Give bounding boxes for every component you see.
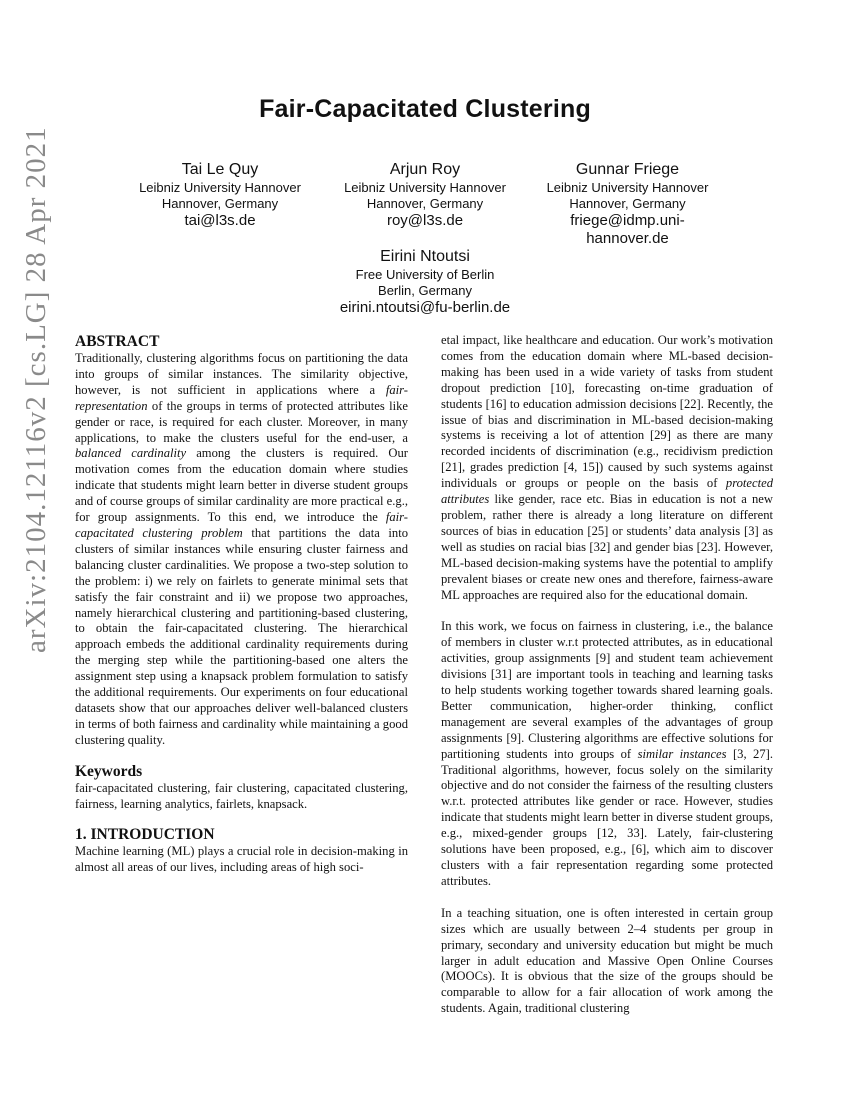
introduction-paragraph-continued: etal impact, like healthcare and education. Our work’s motivation comes from the education domain where ML-based decision-making has been used in a wide variety of tasks from student dropout prediction [10], forecasting on-time graduation of students [16] to education admission decisions [22]. Recently, the issue of bias and discrimination in ML-based decision-making systems is receiving a lot of attention [29] as there are many recorded incidents of discrimination (e.g., recidivism prediction [21], grades prediction [4, 15]) caused by such systems against individuals or groups or people on the basis of protected attributes like gender, race etc. Bias in education is not a new problem, rather there is already a long literature on different sources of bias in education [25] or students’ data analysis [3] as well as studies on racial bias [32] and gender bias [23]. However, ML-based decision-making systems have the potential to amplify prevalent biases or create new ones and therefore, fairness-aware ML approaches are required also for the educational domain. bbox=[441, 333, 773, 602]
keywords-text: fair-capacitated clustering, fair clustering, capacitated clustering, fairness, learning analytics, fairlets, knapsack. bbox=[75, 780, 408, 811]
author-location: Berlin, Germany bbox=[378, 283, 472, 298]
introduction-heading: 1. INTRODUCTION bbox=[75, 826, 215, 844]
introduction-paragraph-start: Machine learning (ML) plays a crucial role in decision-making in almost all areas of our lives, including areas of high soci- bbox=[75, 844, 408, 875]
author-location: Hannover, Germany bbox=[569, 196, 686, 211]
author-affiliation: Leibniz University Hannover bbox=[139, 180, 301, 195]
author-name: Gunnar Friege bbox=[575, 161, 680, 178]
author-affiliation: Leibniz University Hannover bbox=[546, 180, 709, 195]
introduction-paragraph-group-sizes: In a teaching situation, one is often interested in certain group sizes which are usually between 2–4 students per group in primary, secondary and university education but might be much larger in adult education and Massive Open Online Courses (MOOCs). It is obvious that the size of the groups should be comparable to allow for a fair allocation of work among the students. Again, traditional clustering bbox=[441, 905, 773, 1016]
author-name: Eirini Ntoutsi bbox=[380, 248, 470, 265]
right-column bbox=[441, 333, 773, 1017]
author-affiliation: Free University of Berlin bbox=[355, 267, 495, 282]
author-email: tai@l3s.de bbox=[184, 212, 256, 229]
author-block-3 bbox=[530, 160, 725, 248]
author-block-2 bbox=[330, 160, 520, 230]
left-column bbox=[75, 333, 408, 876]
keywords-heading: Keywords bbox=[75, 762, 143, 780]
author-name: Tai Le Quy bbox=[181, 161, 259, 178]
author-affiliation: Leibniz University Hannover bbox=[344, 180, 506, 195]
abstract-paragraph: Traditionally, clustering algorithms focus on partitioning the data into groups of similar instances. The similarity objective, however, is not sufficient in applications where a fair-representation of the groups in terms of protected attributes like gender or race, is required for each cluster. Moreover, in many applications, to make the clusters useful for the end-user, a balanced cardinality among the clusters is required. Our motivation comes from the education domain where studies indicate that students might learn better in diverse student groups and of course groups of similar cardinality are more practical e.g., for group assignments. To this end, we introduce the fair-capacitated clustering problem that partitions the data into clusters of similar instances while ensuring cluster fairness and balancing cluster cardinalities. We propose a two-step solution to the problem: i) we rely on fairlets to generate minimal sets that satisfy the fair constraint and ii) we propose two approaches, namely hierarchical clustering and partitioning-based clustering, to obtain the fair-capacitated clustering. The hierarchical approach embeds the additional cardinality requirements during the merging step while the partitioning-based one alters the assignment step using a knapsack problem formulation to satisfy the additional requirements. Our experiments on four educational datasets show that our approaches deliver well-balanced clusters in terms of both fairness and cardinality while maintaining a good clustering quality. bbox=[75, 351, 408, 747]
author-location: Hannover, Germany bbox=[366, 196, 484, 211]
paper-title: Fair-Capacitated Clustering bbox=[259, 95, 591, 123]
author-email: eirini.ntoutsi@fu-berlin.de bbox=[339, 299, 511, 316]
abstract-heading: ABSTRACT bbox=[75, 333, 160, 350]
author-block-4 bbox=[310, 247, 540, 317]
author-email-continued: hannover.de bbox=[586, 230, 669, 247]
introduction-paragraph-fairness: In this work, we focus on fairness in clustering, i.e., the balance of members in cluster w.r.t protected attributes, as in educational activities, group assignments [9] and student team achievement divisions [31] are important tools in teaching and learning tasks to help students working together towards shared learning goals. Better communication, higher-order thinking, conflict management are several examples of the advantages of group assignments [9]. Clustering algorithms are effective solutions for partitioning students into groups of similar instances [3, 27]. Traditional algorithms, however, focus solely on the similarity objective and do not consider the fairness of the resulting clusters w.r.t. protected attributes like gender or race. However, studies indicate that students might learn better in diverse student groups, e.g., mixed-gender groups [12, 33]. Lately, fair-clustering solutions have been proposed, e.g., [6], which aim to discover clusters with a fair representation regarding some protected attributes. bbox=[441, 619, 773, 888]
author-name: Arjun Roy bbox=[389, 161, 461, 178]
author-location: Hannover, Germany bbox=[161, 196, 279, 211]
author-email: friege@idmp.uni- bbox=[570, 212, 685, 229]
arxiv-identifier-text: arXiv:2104.12116v2 [cs.LG] 28 Apr 2021 bbox=[20, 126, 52, 653]
author-block-1 bbox=[125, 160, 315, 230]
author-email: roy@l3s.de bbox=[386, 212, 464, 229]
